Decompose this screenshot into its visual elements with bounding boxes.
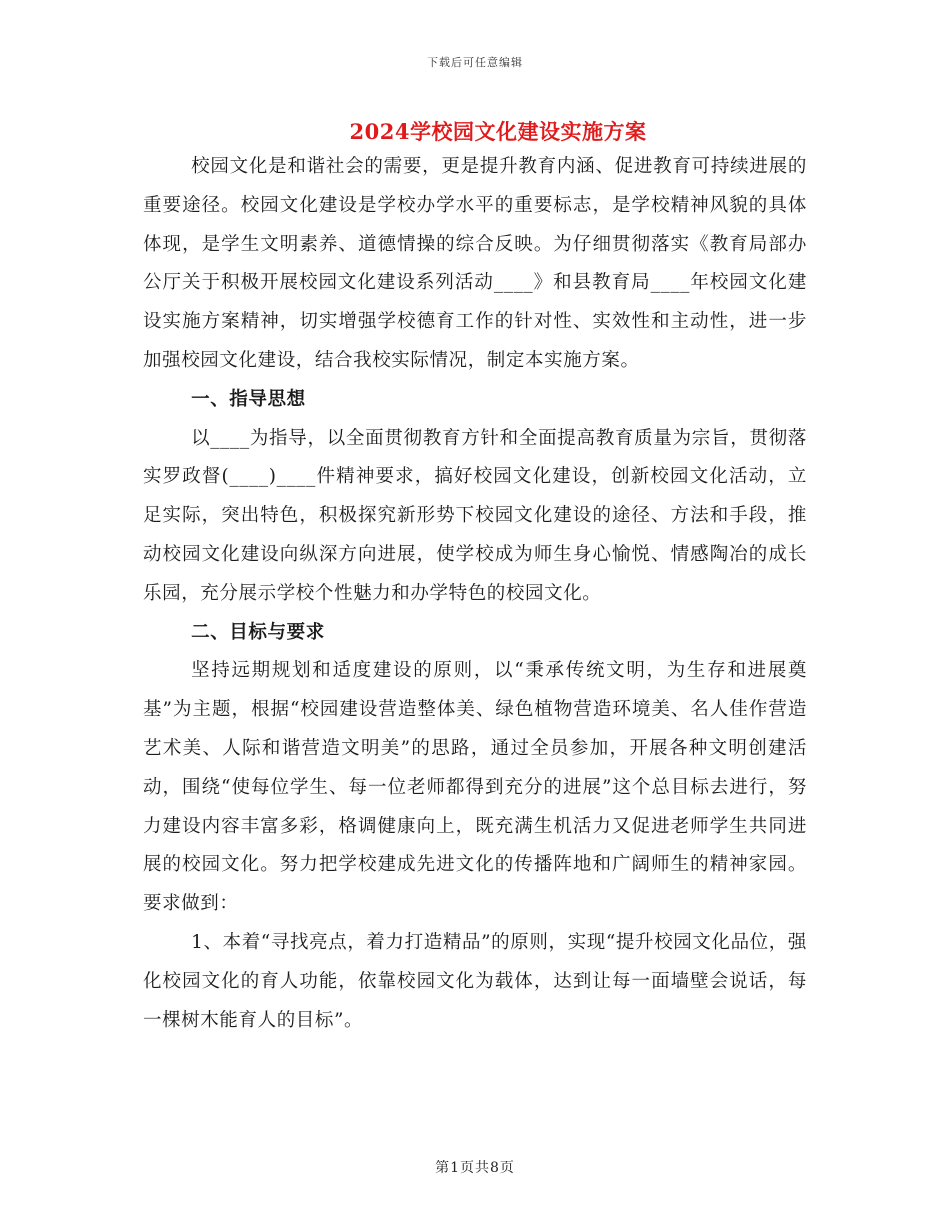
document-title: 2024学校园文化建设实施方案 [349, 119, 647, 144]
section-heading-guiding-ideology: 一、指导思想 [191, 388, 306, 410]
intro-paragraph: 校园文化是和谐社会的需要，更是提升教育内涵、促进教育可持续进展的重要途径。校园文化建设是学校办学水平的重要标志，是学校精神风貌的具体体现，是学生文明素养、道德情操的综合反映。为仔细贯彻落实《教育局部办公厅关于积极开展校园文化建设系列活动____》和县教育局____年校园文化建设实施方案精神，切实增强学校德育工作的针对性、实效性和主动性，进一步加强校园文化建设，结合我校实际情况，制定本实施方案。 [143, 156, 807, 371]
page-number-footer: 第1页共8页 [435, 1160, 515, 1176]
section-heading-goals-requirements: 二、目标与要求 [191, 621, 325, 643]
document-body [143, 148, 807, 1040]
goals-paragraph: 坚持远期规划和适度建设的原则，以“秉承传统文明，为生存和进展奠基”为主题，根据“校园建设营造整体美、绿色植物营造环境美、名人佳作营造艺术美、人际和谐营造文明美”的思路，通过全员参加，开展各种文明创建活动，围绕“使每位学生、每一位老师都得到充分的进展”这个总目标去进行，努力建设内容丰富多彩，格调健康向上，既充满生机活力又促进老师学生共同进展的校园文化。努力把学校建成先进文化的传播阵地和广阔师生的精神家园。要求做到： [143, 660, 807, 915]
header-note: 下载后可任意编辑 [427, 56, 523, 69]
guiding-ideology-paragraph: 以____为指导，以全面贯彻教育方针和全面提高教育质量为宗旨，贯彻落实罗政督(____)____件精神要求，搞好校园文化建设，创新校园文化活动，立足实际，突出特色，积极探究新形势下校园文化建设的途径、方法和手段，推动校园文化建设向纵深方向进展，使学校成为师生身心愉悦、情感陶冶的成长乐园，充分展示学校个性魅力和办学特色的校园文化。 [143, 427, 807, 604]
requirement-item-1: 1、本着“寻找亮点，着力打造精品”的原则，实现“提升校园文化品位，强化校园文化的育人功能，依靠校园文化为载体，达到让每一面墙壁会说话，每一棵树木能育人的目标”。 [143, 931, 807, 1031]
